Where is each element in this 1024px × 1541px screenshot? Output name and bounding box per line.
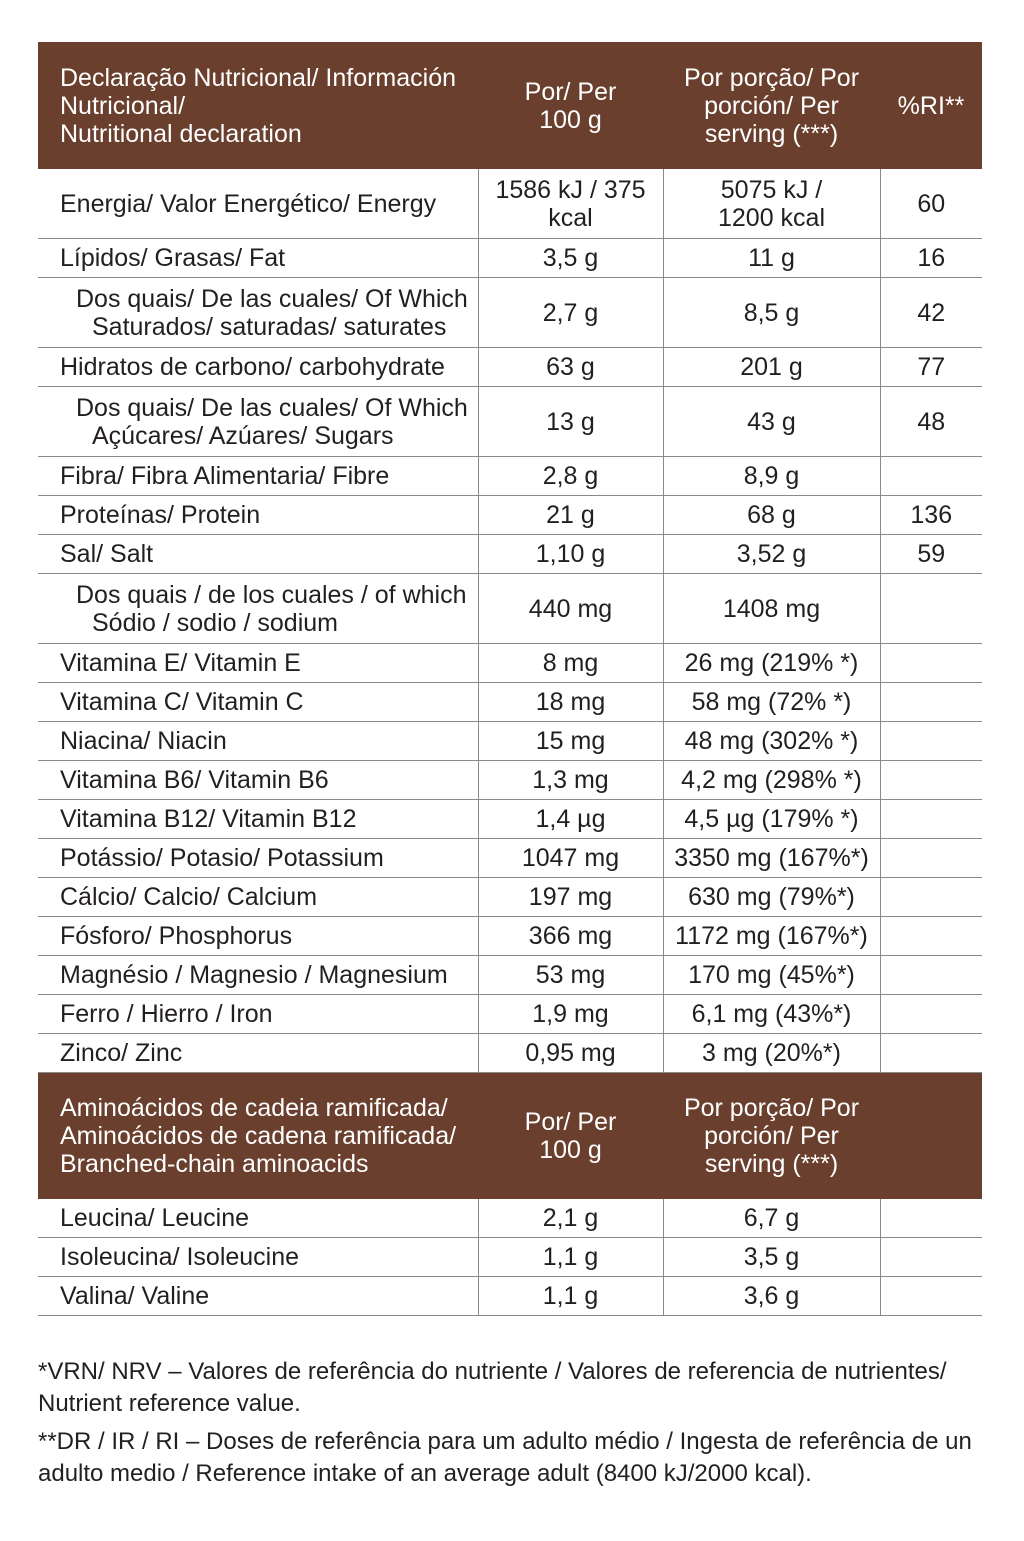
header-per100: Por/ Per 100 g [478, 42, 663, 169]
table-row-energy [38, 169, 982, 239]
row-serving: 4,2 mg (298% *) [663, 761, 880, 800]
footnote-vrn: *VRN/ NRV – Valores de referência do nutriente / Valores de referencia de nutrientes/ Nutrient reference value. [38, 1358, 947, 1417]
row-label: Vitamina B12/ Vitamin B12 [38, 800, 478, 839]
nutrition-header [38, 42, 982, 169]
row-per100: 1047 mg [478, 839, 663, 878]
aminoacid-header [38, 1073, 982, 1200]
row-label: Fósforo/ Phosphorus [38, 917, 478, 956]
table-row-salt [38, 535, 982, 574]
row-label: Dos quais/ De las cuales/ Of Which Saturados/ saturadas/ saturates [38, 278, 478, 348]
row-per100: 2,1 g [478, 1199, 663, 1238]
row-per100: 0,95 mg [478, 1034, 663, 1073]
table-row-protein [38, 496, 982, 535]
header-serving: Por porção/ Por porción/ Per serving (***) [663, 42, 880, 169]
row-serving: 6,1 mg (43%*) [663, 995, 880, 1034]
row-per100: 1,4 µg [478, 800, 663, 839]
row-per100: 440 mg [478, 574, 663, 644]
row-per100: 3,5 g [478, 239, 663, 278]
table-row-sodium [38, 574, 982, 644]
row-per100: 197 mg [478, 878, 663, 917]
table-row-zinc [38, 1034, 982, 1073]
row-serving: 58 mg (72% *) [663, 683, 880, 722]
row-per100: 366 mg [478, 917, 663, 956]
aminoacid-body [38, 1199, 982, 1316]
row-label: Proteínas/ Protein [38, 496, 478, 535]
row-per100: 1,9 mg [478, 995, 663, 1034]
row-ri [880, 800, 982, 839]
table-row-potassium [38, 839, 982, 878]
row-serving: 8,9 g [663, 457, 880, 496]
nutrition-table [38, 42, 982, 1316]
aminoacid-header-per100: Por/ Per 100 g [478, 1073, 663, 1200]
row-label: Dos quais/ De las cuales/ Of Which Açúcares/ Azúares/ Sugars [38, 387, 478, 457]
row-serving: 3350 mg (167%*) [663, 839, 880, 878]
row-serving: 48 mg (302% *) [663, 722, 880, 761]
row-ri [880, 956, 982, 995]
table-row-fat [38, 239, 982, 278]
row-ri: 42 [880, 278, 982, 348]
row-per100: 2,7 g [478, 278, 663, 348]
row-label: Hidratos de carbono/ carbohydrate [38, 348, 478, 387]
nutrition-body [38, 169, 982, 1073]
nutrition-table-container [38, 42, 982, 1316]
row-per100: 1,1 g [478, 1238, 663, 1277]
row-ri [880, 683, 982, 722]
row-per100: 1586 kJ / 375 kcal [478, 169, 663, 239]
row-serving: 1172 mg (167%*) [663, 917, 880, 956]
row-per100: 1,1 g [478, 1277, 663, 1316]
table-row-niacin [38, 722, 982, 761]
row-serving: 201 g [663, 348, 880, 387]
row-ri [880, 722, 982, 761]
row-label: Magnésio / Magnesio / Magnesium [38, 956, 478, 995]
row-per100: 63 g [478, 348, 663, 387]
row-label: Potássio/ Potasio/ Potassium [38, 839, 478, 878]
row-label: Niacina/ Niacin [38, 722, 478, 761]
row-label: Vitamina C/ Vitamin C [38, 683, 478, 722]
row-serving: 68 g [663, 496, 880, 535]
aminoacid-header-title: Aminoácidos de cadeia ramificada/ Aminoácidos de cadena ramificada/ Branched-chain aminoacids [38, 1073, 478, 1200]
row-serving: 11 g [663, 239, 880, 278]
table-row-valine [38, 1277, 982, 1316]
row-label: Fibra/ Fibra Alimentaria/ Fibre [38, 457, 478, 496]
row-ri: 136 [880, 496, 982, 535]
aminoacid-header-serving: Por porção/ Por porción/ Per serving (***) [663, 1073, 880, 1200]
table-row-vitamin-b6 [38, 761, 982, 800]
header-ri: %RI** [880, 42, 982, 169]
row-per100: 53 mg [478, 956, 663, 995]
row-per100: 13 g [478, 387, 663, 457]
row-serving: 170 mg (45%*) [663, 956, 880, 995]
row-ri [880, 574, 982, 644]
table-row-leucine [38, 1199, 982, 1238]
table-row-fibre [38, 457, 982, 496]
row-label: Vitamina E/ Vitamin E [38, 644, 478, 683]
row-label: Energia/ Valor Energético/ Energy [38, 169, 478, 239]
row-ri [880, 917, 982, 956]
row-label: Leucina/ Leucine [38, 1199, 478, 1238]
row-label: Ferro / Hierro / Iron [38, 995, 478, 1034]
row-serving: 1408 mg [663, 574, 880, 644]
row-per100: 21 g [478, 496, 663, 535]
row-ri [880, 761, 982, 800]
row-label: Cálcio/ Calcio/ Calcium [38, 878, 478, 917]
table-row-vitamin-c [38, 683, 982, 722]
row-per100: 18 mg [478, 683, 663, 722]
row-serving: 26 mg (219% *) [663, 644, 880, 683]
row-per100: 8 mg [478, 644, 663, 683]
row-ri [880, 644, 982, 683]
table-row-magnesium [38, 956, 982, 995]
table-row-vitamin-b12 [38, 800, 982, 839]
row-per100: 15 mg [478, 722, 663, 761]
table-row-isoleucine [38, 1238, 982, 1277]
row-serving: 4,5 µg (179% *) [663, 800, 880, 839]
row-ri: 16 [880, 239, 982, 278]
table-row-sugars [38, 387, 982, 457]
row-serving: 3,52 g [663, 535, 880, 574]
row-ri [880, 1238, 982, 1277]
row-label: Lípidos/ Grasas/ Fat [38, 239, 478, 278]
row-ri: 77 [880, 348, 982, 387]
row-serving: 8,5 g [663, 278, 880, 348]
row-serving: 630 mg (79%*) [663, 878, 880, 917]
footnotes [38, 1356, 982, 1496]
aminoacid-header-ri [880, 1073, 982, 1200]
row-ri [880, 457, 982, 496]
footnote-ri: **DR / IR / RI – Doses de referência para um adulto médio / Ingesta de referência de un adulto medio / Reference intake of an average adult (8400 kJ/2000 kcal). [38, 1428, 972, 1487]
header-title: Declaração Nutricional/ Información Nutricional/ Nutritional declaration [38, 42, 478, 169]
table-row-iron [38, 995, 982, 1034]
row-per100: 1,10 g [478, 535, 663, 574]
row-ri [880, 995, 982, 1034]
row-ri [880, 1199, 982, 1238]
row-serving: 43 g [663, 387, 880, 457]
row-ri: 60 [880, 169, 982, 239]
row-serving: 3 mg (20%*) [663, 1034, 880, 1073]
table-row-phosphorus [38, 917, 982, 956]
row-ri [880, 878, 982, 917]
row-per100: 2,8 g [478, 457, 663, 496]
row-label: Isoleucina/ Isoleucine [38, 1238, 478, 1277]
row-ri [880, 1277, 982, 1316]
row-serving: 6,7 g [663, 1199, 880, 1238]
row-serving: 3,5 g [663, 1238, 880, 1277]
row-label: Vitamina B6/ Vitamin B6 [38, 761, 478, 800]
row-ri [880, 1034, 982, 1073]
row-label: Sal/ Salt [38, 535, 478, 574]
table-row-carbohydrate [38, 348, 982, 387]
row-ri: 48 [880, 387, 982, 457]
row-ri: 59 [880, 535, 982, 574]
table-row-vitamin-e [38, 644, 982, 683]
row-ri [880, 839, 982, 878]
row-label: Dos quais / de los cuales / of which Sódio / sodio / sodium [38, 574, 478, 644]
row-serving: 5075 kJ / 1200 kcal [663, 169, 880, 239]
table-row-calcium [38, 878, 982, 917]
row-label: Zinco/ Zinc [38, 1034, 478, 1073]
row-serving: 3,6 g [663, 1277, 880, 1316]
table-row-saturates [38, 278, 982, 348]
row-label: Valina/ Valine [38, 1277, 478, 1316]
row-per100: 1,3 mg [478, 761, 663, 800]
